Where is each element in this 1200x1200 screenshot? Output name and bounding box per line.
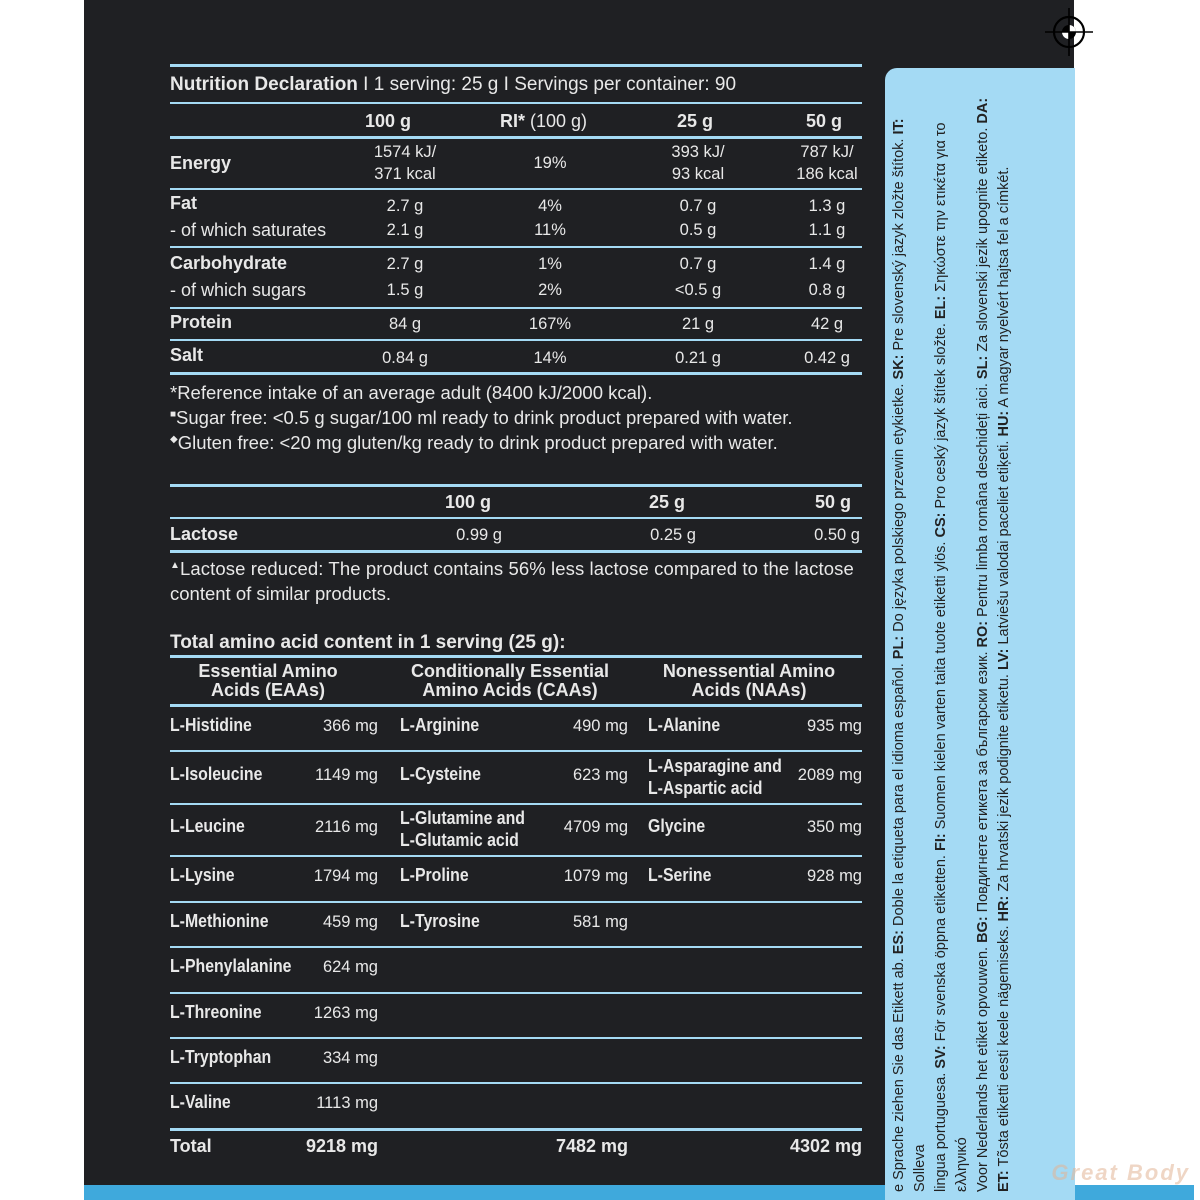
eaa-name: L-Methionine [170,910,269,931]
rule [170,372,862,375]
sugars-100g: 1.5 g [386,281,424,299]
salt-ri: 14% [533,349,567,367]
caa-name: L-Cysteine [400,763,481,784]
eaa-value: 459 mg [322,912,378,931]
language-instruction: A magyar nyelvért hajtsa fel a címkét. [996,166,1012,411]
header-ri: RI* (100 g) [500,111,588,131]
fat-50g: 1.3 g [808,197,846,215]
language-instruction: Suomen kielen varten taita tuote etiketti ylös. [933,537,949,834]
lactose-header-25g: 25 g [649,492,686,512]
lactose-header-100g: 100 g [445,492,492,512]
eaa-name: L-Leucine [170,816,245,836]
amino-title: Total amino acid content in 1 serving (25 g): [170,632,566,653]
sugars-25g: <0.5 g [674,281,722,299]
rule [170,901,862,903]
lactose-header-50g: 50 g [815,492,852,512]
fat-100g: 2.7 g [386,197,424,215]
square-bullet-icon: ■ [170,408,177,420]
language-instruction: Pre slovenský jazyk zložte štítok. [891,134,907,355]
language-code: SL: [975,355,991,380]
sugars-ri: 2% [538,281,562,299]
rule [170,855,862,857]
language-code: SV: [933,1045,949,1069]
rule [170,655,862,658]
naa-name: L-Serine [648,865,712,885]
energy-25g-kcal: 93 kcal [671,165,725,183]
total-label: Total [170,1136,212,1156]
naa-value: 928 mg [806,867,862,885]
protein-25g: 21 g [681,315,715,333]
caa-name: L-Arginine [400,715,480,735]
rule [170,484,862,487]
eaa-value: 624 mg [322,958,378,976]
rule [170,992,862,994]
naa-value: 350 mg [806,818,862,836]
multilanguage-side-label [885,68,1075,1200]
naa-name: L-Alanine [648,715,721,735]
side-label-text [885,68,1075,1200]
eaa-value: 1149 mg [315,765,378,784]
energy-100g-kcal: 371 kcal [374,165,436,183]
header-50g: 50 g [806,111,843,131]
header-100g: 100 g [365,111,412,131]
eaa-name: L-Tryptophan [170,1046,272,1067]
language-code: RO: [975,620,991,648]
caa-value: 623 mg [572,765,628,784]
caa-name: L-Proline [400,865,469,885]
naa-name-line2: L-Aspartic acid [648,777,763,798]
sat-ri: 11% [534,221,566,239]
eaa-name: L-Lysine [170,865,235,885]
caa-value: 490 mg [572,717,628,735]
language-code: PL: [891,635,907,660]
language-code: FI: [933,833,949,852]
reference-intake-note: *Reference intake of an average adult (8400 kJ/2000 kcal). [170,382,653,403]
rule [170,550,862,553]
language-instruction: lingua portuguesa. [933,1068,949,1192]
carbohydrate-label: Carbohydrate [170,253,288,273]
rule [170,136,862,139]
sat-50g: 1.1 g [808,221,846,239]
eaa-value: 1794 mg [313,867,378,885]
rule [170,517,862,519]
eaa-name: L-Histidine [170,715,252,735]
carb-100g: 2.7 g [386,255,424,273]
caa-value: 4709 mg [563,818,628,836]
sugars-50g: 0.8 g [808,281,846,299]
gluten-free-note: ◆Gluten free: <20 mg gluten/kg ready to drink product prepared with water. [170,432,778,453]
energy-25g-kj: 393 kJ/ [671,143,725,161]
language-instruction: Tõsta etiketti eesti keele nägemiseks. [996,921,1012,1171]
language-code: IT: [891,118,907,135]
sugar-free-note: ■Sugar free: <0.5 g sugar/100 ml ready to drink product prepared with water. [170,407,793,428]
side-label-line [889,76,931,1192]
language-instruction: Za slovenski jezik upognite etiketo. [975,123,991,356]
eaa-value: 366 mg [322,717,378,735]
triangle-bullet-icon: ▲ [170,559,180,571]
eaa-name: L-Isoleucine [170,763,263,784]
language-code: LV: [996,648,1012,671]
rule [170,1082,862,1084]
carb-ri: 1% [538,255,562,273]
salt-label: Salt [170,345,204,365]
lactose-label: Lactose [170,524,239,544]
sat-100g: 2.1 g [386,221,424,239]
language-instruction: Σηκώστε την ετικέτα για το ελληνικό [933,122,970,1192]
language-code: EL: [933,295,949,320]
header-25g: 25 g [677,111,714,131]
naa-name-line1: L-Asparagine and [648,755,782,776]
language-instruction: e Sprache ziehen Sie das Etikett ab. [891,954,907,1192]
energy-50g-kcal: 186 kcal [796,165,858,183]
saturates-label: - of which saturates [170,220,327,240]
total-caa: 7482 mg [555,1136,628,1156]
language-instruction: Повдигнете етикета за български език. [975,647,991,917]
naa-value: 935 mg [806,717,862,735]
caa-name-line2: L-Glutamic acid [400,830,519,850]
fat-25g: 0.7 g [679,197,717,215]
diamond-bullet-icon: ◆ [170,433,178,445]
side-label-line [994,76,1015,1192]
eaa-name: L-Valine [170,1092,231,1112]
naa-header: Nonessential Amino Acids (NAAs) [662,661,836,700]
eaa-header: Essential Amino Acids (EAAs) [198,661,338,700]
rule [170,307,862,309]
language-instruction: Voor Nederlands het etiket opvouwen. [975,942,991,1192]
rule [170,64,862,67]
rule [170,1128,862,1131]
sugars-label: - of which sugars [170,280,307,300]
rule [170,339,862,341]
protein-100g: 84 g [388,315,422,333]
caa-header: Conditionally Essential Amino Acids (CAAs) [410,661,610,700]
language-code: ES: [891,930,907,955]
lactose-note-line1: ▲Lactose reduced: The product contains 56% less lactose compared to the lactose [170,558,854,579]
carb-25g: 0.7 g [679,255,717,273]
language-instruction: Solleva [912,1144,928,1192]
lactose-note-line2: content of similar products. [170,583,392,604]
language-instruction: Doble la etiqueta para el idioma español. [891,659,907,931]
protein-label: Protein [170,312,233,332]
rule [170,946,862,948]
rule [170,803,862,805]
fat-label: Fat [170,193,197,213]
rule [170,1037,862,1039]
fat-ri: 4% [538,197,562,215]
carb-50g: 1.4 g [808,255,846,273]
lactose-25g: 0.25 g [650,526,696,544]
eaa-value: 1113 mg [316,1094,378,1112]
rule [170,750,862,752]
nutrition-title: Nutrition Declaration I 1 serving: 25 g I Servings per container: 90 [170,74,737,95]
rule [170,102,862,104]
language-code: HR: [996,895,1012,922]
lactose-100g: 0.99 g [456,526,502,544]
eaa-name: L-Phenylalanine [170,956,292,976]
protein-50g: 42 g [810,315,844,333]
language-code: HU: [996,410,1012,437]
eaa-name: L-Threonine [170,1001,262,1022]
energy-100g-kj: 1574 kJ/ [373,143,437,161]
language-instruction: Do języka polskiego przewin etykietke. [891,379,907,636]
total-eaa: 9218 mg [305,1136,378,1156]
naa-value: 2089 mg [797,765,862,784]
language-instruction: Za hrvatski jezik podignite etiketu. [996,670,1012,896]
eaa-value: 334 mg [322,1048,378,1067]
language-code: DA: [975,97,991,124]
language-instruction: Pentru limba româna deschideți aici. [975,379,991,621]
language-code: SK: [891,354,907,380]
caa-value: 581 mg [572,912,628,931]
rule [170,704,862,707]
rule [170,188,862,190]
caa-name-line1: L-Glutamine and [400,808,525,828]
language-code: ET: [996,1170,1012,1192]
salt-50g: 0.42 g [804,349,850,367]
side-label-line [931,76,973,1192]
rule [170,246,862,248]
protein-ri: 167% [528,315,572,333]
naa-name: Glycine [648,816,706,836]
total-naa: 4302 mg [789,1136,862,1156]
eaa-value: 1263 mg [313,1003,378,1022]
language-instruction: Pro ceský jazyk štítek složte. [933,319,949,513]
side-label-line [973,76,994,1192]
caa-value: 1079 mg [563,867,628,885]
language-instruction: För svenska öppna etiketten. [933,851,949,1046]
crosshair-target-icon [1045,8,1093,56]
salt-25g: 0.21 g [675,349,721,367]
energy-50g-kj: 787 kJ/ [800,143,854,161]
language-code: BG: [975,916,991,943]
caa-name: L-Tyrosine [400,910,480,931]
salt-100g: 0.84 g [382,349,428,367]
language-code: CS: [933,512,949,538]
lactose-50g: 0.50 g [814,526,860,544]
sat-25g: 0.5 g [679,221,717,239]
energy-ri: 19% [533,154,567,172]
energy-label: Energy [170,153,232,173]
watermark: Great Body [1051,1160,1190,1185]
eaa-value: 2116 mg [315,818,378,836]
language-instruction: Latviešu valodai paceliet etiķeti. [996,436,1012,649]
